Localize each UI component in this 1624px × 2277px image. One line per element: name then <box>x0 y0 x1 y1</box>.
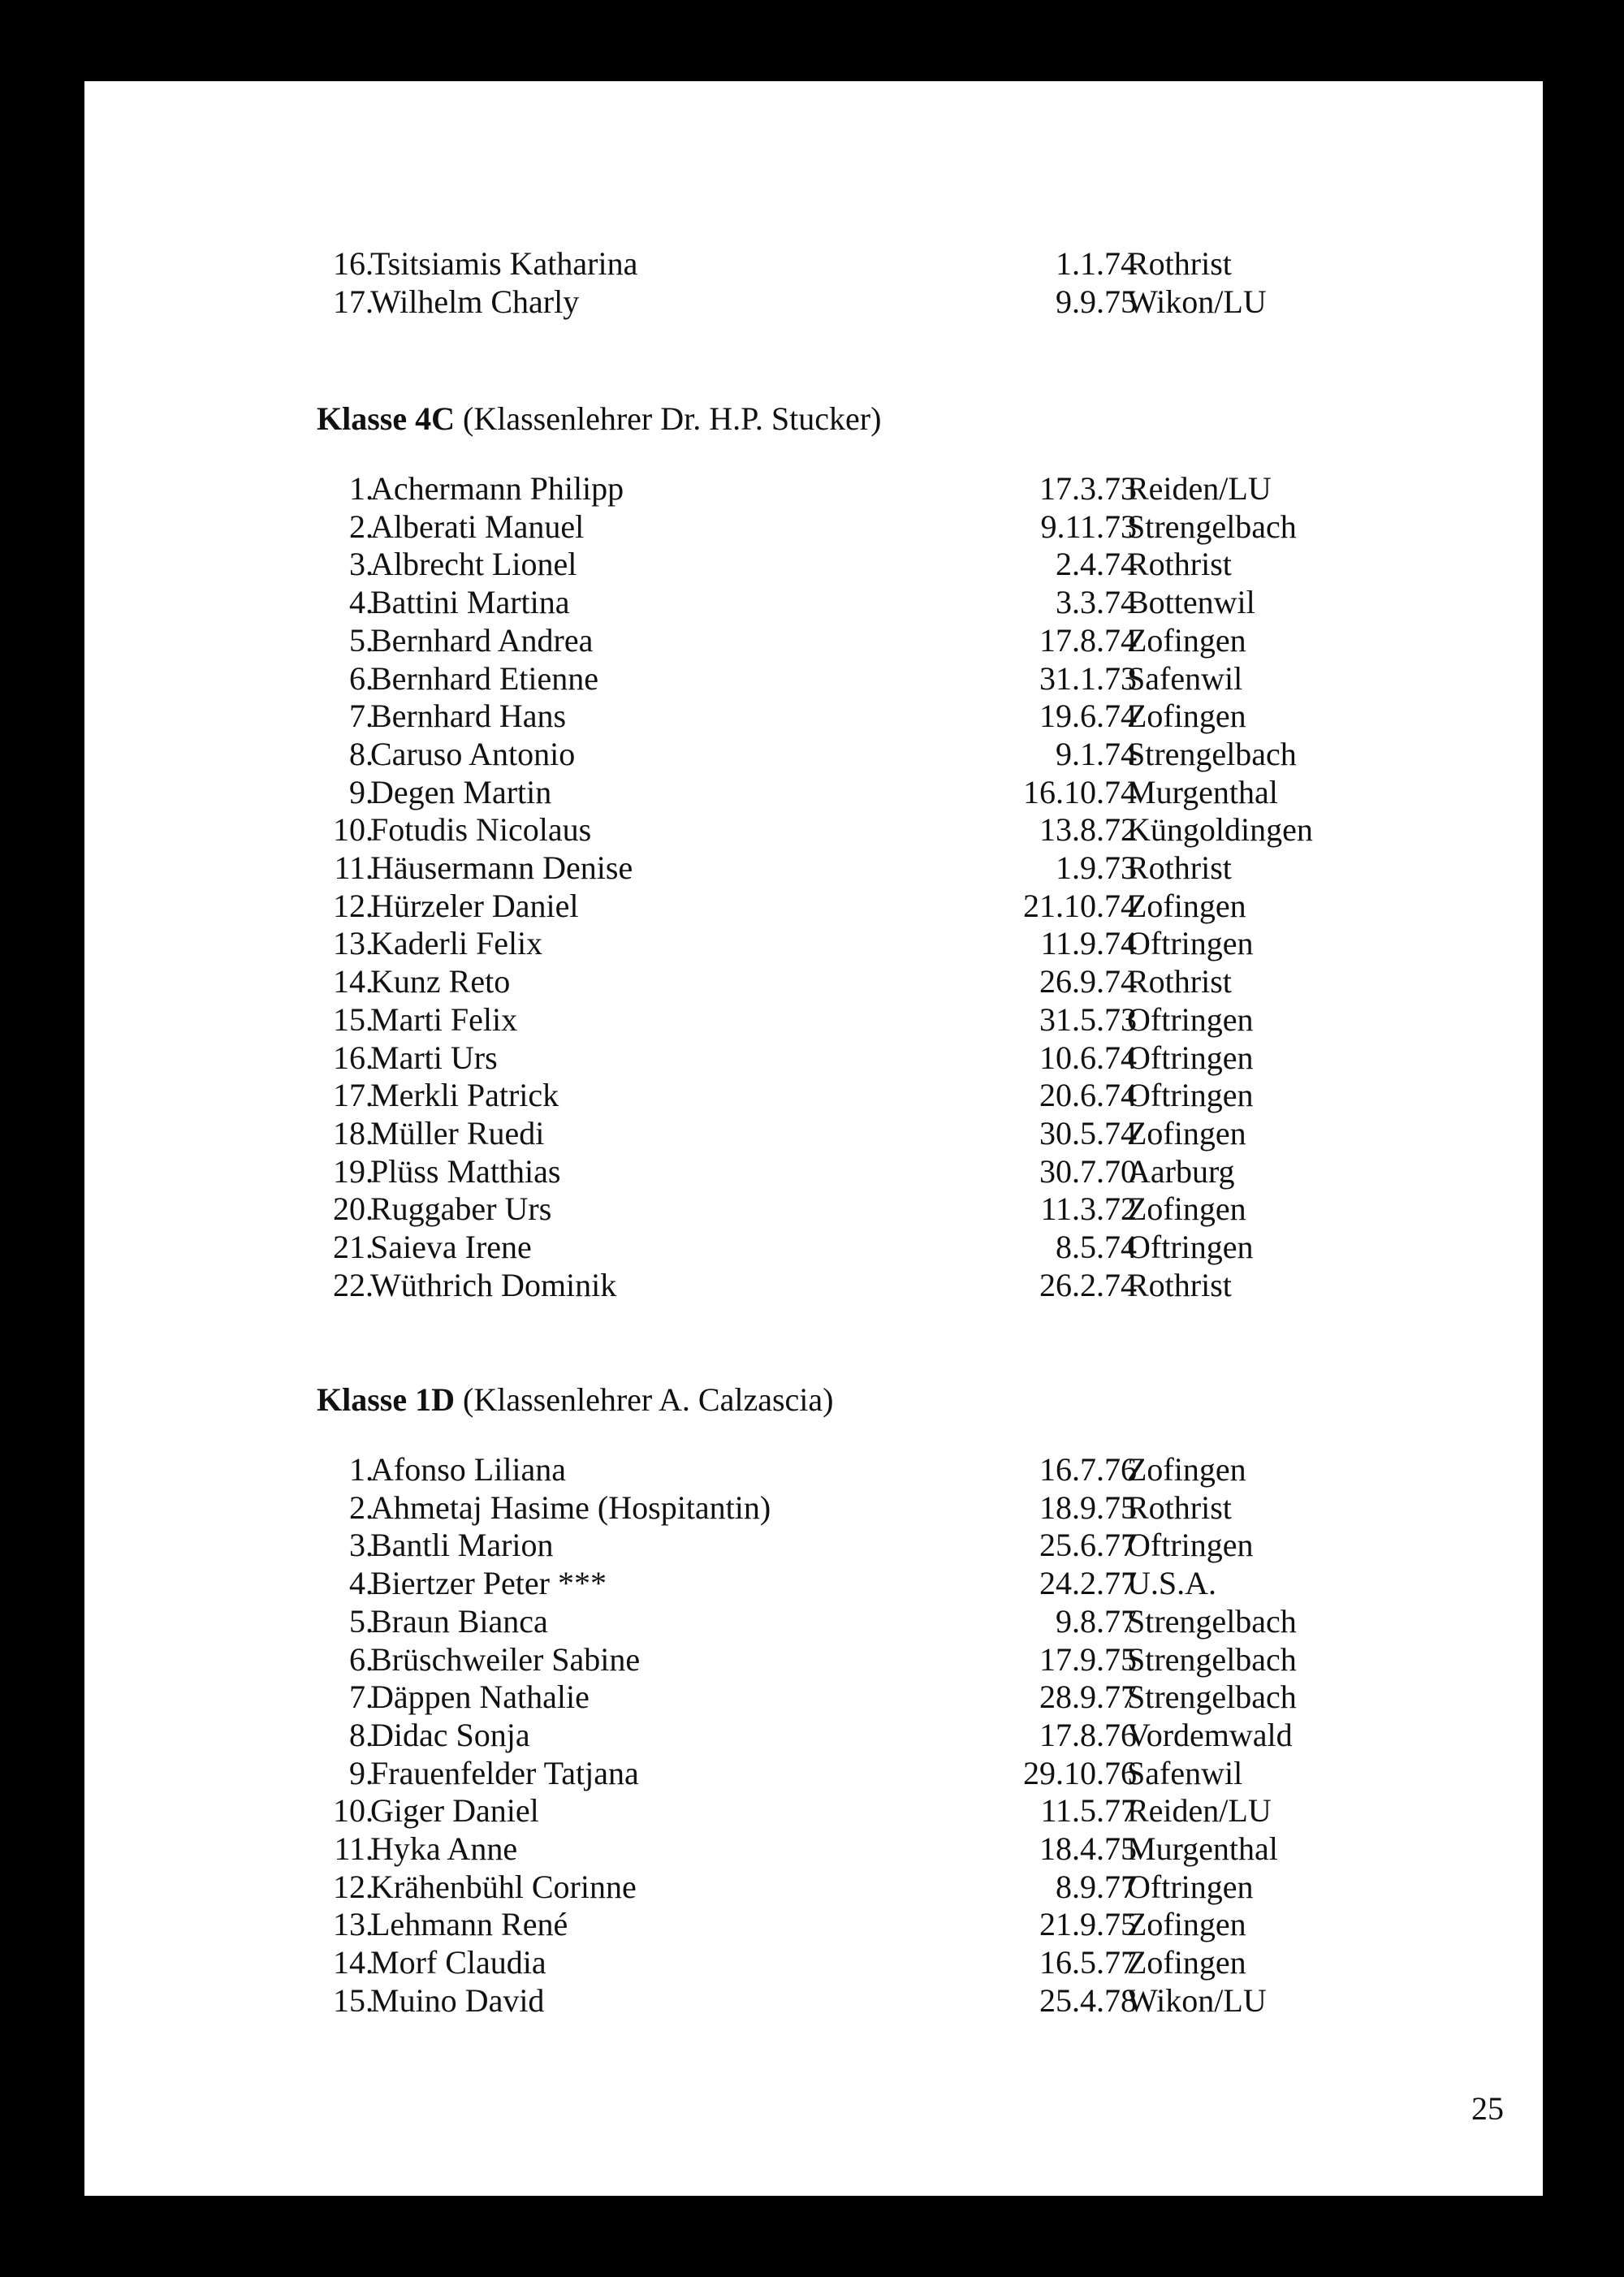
student-name: Didac Sonja <box>370 1716 530 1753</box>
student-place: Zofingen <box>1127 1114 1246 1151</box>
student-number: 18. <box>333 1114 374 1151</box>
student-row <box>84 1229 1543 1266</box>
student-place: Oftringen <box>1127 925 1254 962</box>
student-number: 16. <box>333 1039 374 1076</box>
student-birthdate: 17.8.74 <box>1039 621 1137 659</box>
student-place: Oftringen <box>1127 1000 1254 1038</box>
student-birthdate: 1.9.73 <box>1056 849 1137 886</box>
student-place: Zofingen <box>1127 621 1246 659</box>
student-birthdate: 3.3.74 <box>1056 584 1137 621</box>
student-name: Degen Martin <box>370 773 552 810</box>
student-name: Biertzer Peter *** <box>370 1565 607 1602</box>
student-birthdate: 11.3.72 <box>1040 1190 1137 1228</box>
student-name: Ruggaber Urs <box>370 1190 552 1228</box>
student-name: Plüss Matthias <box>370 1152 561 1190</box>
student-name: Wüthrich Dominik <box>370 1266 617 1303</box>
student-number: 11. <box>334 849 374 886</box>
student-row <box>84 1906 1543 1943</box>
student-row <box>84 774 1543 811</box>
student-row <box>84 1001 1543 1039</box>
student-name: Marti Urs <box>370 1039 498 1076</box>
student-name: Marti Felix <box>370 1000 518 1038</box>
student-place: Wikon/LU <box>1127 283 1267 320</box>
student-number: 8. <box>349 1716 374 1753</box>
student-number: 5. <box>349 1602 374 1640</box>
student-place: Küngoldingen <box>1127 811 1313 849</box>
student-row <box>84 1451 1543 1488</box>
student-birthdate: 10.6.74 <box>1039 1039 1137 1076</box>
student-name: Bantli Marion <box>370 1527 554 1564</box>
student-name: Caruso Antonio <box>370 735 576 772</box>
student-name: Afonso Liliana <box>370 1451 567 1488</box>
student-name: Merkli Patrick <box>370 1077 559 1114</box>
student-place: Aarburg <box>1127 1152 1235 1190</box>
student-row <box>84 736 1543 773</box>
student-row <box>84 811 1543 849</box>
document-page <box>84 81 1543 2196</box>
student-number: 13. <box>333 1906 374 1943</box>
student-row <box>84 1267 1543 1304</box>
student-name: Frauenfelder Tatjana <box>370 1754 639 1791</box>
student-row <box>84 1077 1543 1114</box>
student-name: Däppen Nathalie <box>370 1679 590 1716</box>
student-name: Muino David <box>370 1981 545 2019</box>
student-number: 5. <box>349 621 374 659</box>
student-number: 4. <box>349 584 374 621</box>
student-place: Strengelbach <box>1127 1602 1297 1640</box>
student-birthdate: 8.9.77 <box>1056 1868 1137 1905</box>
student-row <box>84 888 1543 925</box>
student-number: 4. <box>349 1565 374 1602</box>
student-place: Reiden/LU <box>1127 1792 1272 1830</box>
student-birthdate: 17.9.75 <box>1039 1640 1137 1678</box>
student-number: 1. <box>349 470 374 507</box>
student-name: Kunz Reto <box>370 963 511 1000</box>
student-number: 13. <box>333 925 374 962</box>
student-place: Bottenwil <box>1127 584 1255 621</box>
student-name: Lehmann René <box>370 1906 568 1943</box>
student-birthdate: 1.1.74 <box>1056 245 1137 282</box>
student-birthdate: 26.2.74 <box>1039 1266 1137 1303</box>
student-name: Fotudis Nicolaus <box>370 811 592 849</box>
student-birthdate: 30.7.70 <box>1039 1152 1137 1190</box>
student-name: Saieva Irene <box>370 1229 532 1265</box>
student-row <box>84 584 1543 621</box>
student-row <box>84 963 1543 1000</box>
student-birthdate: 29.10.76 <box>1023 1754 1137 1791</box>
student-name: Brüschweiler Sabine <box>370 1640 641 1678</box>
student-row <box>84 1982 1543 2020</box>
student-birthdate: 30.5.74 <box>1039 1114 1137 1151</box>
student-place: Murgenthal <box>1127 773 1278 810</box>
class-4c-heading <box>317 400 881 438</box>
student-birthdate: 31.5.73 <box>1039 1000 1137 1038</box>
student-row <box>84 1603 1543 1640</box>
student-row <box>84 1039 1543 1077</box>
student-name: Bernhard Andrea <box>370 621 594 659</box>
class-label: Klasse 4C <box>317 400 455 437</box>
student-birthdate: 18.4.75 <box>1039 1830 1137 1867</box>
student-number: 9. <box>349 1754 374 1791</box>
student-birthdate: 21.10.74 <box>1023 887 1137 924</box>
student-number: 2. <box>349 1488 374 1526</box>
student-place: Oftringen <box>1127 1229 1254 1265</box>
student-place: Oftringen <box>1127 1039 1254 1076</box>
student-birthdate: 26.9.74 <box>1039 963 1137 1000</box>
student-number: 17. <box>333 1077 374 1114</box>
student-row <box>84 245 1543 283</box>
student-birthdate: 25.6.77 <box>1039 1527 1137 1564</box>
student-number: 6. <box>349 1640 374 1678</box>
class-label: Klasse 1D <box>317 1381 455 1418</box>
student-place: Rothrist <box>1127 1266 1232 1303</box>
student-place: Oftringen <box>1127 1527 1254 1564</box>
student-birthdate: 24.2.77 <box>1039 1565 1137 1602</box>
student-birthdate: 9.1.74 <box>1056 735 1137 772</box>
student-birthdate: 11.9.74 <box>1040 925 1137 962</box>
student-number: 12. <box>333 1868 374 1905</box>
student-birthdate: 28.9.77 <box>1039 1679 1137 1716</box>
student-row <box>84 1869 1543 1906</box>
student-birthdate: 25.4.78 <box>1039 1981 1137 2019</box>
student-place: Zofingen <box>1127 1451 1246 1488</box>
student-place: Oftringen <box>1127 1077 1254 1114</box>
student-name: Morf Claudia <box>370 1944 546 1981</box>
student-number: 14. <box>333 963 374 1000</box>
student-birthdate: 17.3.73 <box>1039 470 1137 507</box>
student-place: U.S.A. <box>1127 1565 1217 1602</box>
student-name: Albrecht Lionel <box>370 546 577 583</box>
student-number: 15. <box>333 1000 374 1038</box>
student-number: 7. <box>349 1679 374 1716</box>
student-place: Rothrist <box>1127 546 1232 583</box>
student-number: 7. <box>349 698 374 735</box>
student-name: Hyka Anne <box>370 1830 518 1867</box>
student-name: Achermann Philipp <box>370 470 624 507</box>
student-place: Zofingen <box>1127 887 1246 924</box>
student-row <box>84 1792 1543 1830</box>
student-birthdate: 9.11.73 <box>1040 508 1137 545</box>
student-row <box>84 849 1543 887</box>
student-number: 19. <box>333 1152 374 1190</box>
student-birthdate: 19.6.74 <box>1039 698 1137 735</box>
student-birthdate: 18.9.75 <box>1039 1488 1137 1526</box>
student-birthdate: 16.10.74 <box>1023 773 1137 810</box>
student-row <box>84 283 1543 321</box>
student-place: Rothrist <box>1127 1488 1232 1526</box>
student-place: Murgenthal <box>1127 1830 1278 1867</box>
student-number: 10. <box>333 1792 374 1830</box>
page-number: 25 <box>1471 2090 1504 2127</box>
student-row <box>84 660 1543 698</box>
student-number: 22. <box>333 1266 374 1303</box>
student-birthdate: 11.5.77 <box>1040 1792 1137 1830</box>
student-row <box>84 508 1543 546</box>
student-place: Safenwil <box>1127 659 1243 697</box>
student-row <box>84 1565 1543 1602</box>
student-name: Krähenbühl Corinne <box>370 1868 637 1905</box>
student-number: 1. <box>349 1451 374 1488</box>
student-number: 9. <box>349 773 374 810</box>
student-place: Vordemwald <box>1127 1716 1293 1753</box>
student-number: 3. <box>349 1527 374 1564</box>
student-number: 20. <box>333 1190 374 1228</box>
student-name: Tsitsiamis Katharina <box>370 245 638 282</box>
student-birthdate: 8.5.74 <box>1056 1229 1137 1265</box>
student-place: Rothrist <box>1127 963 1232 1000</box>
student-name: Bernhard Etienne <box>370 659 598 697</box>
student-name: Kaderli Felix <box>370 925 543 962</box>
student-name: Wilhelm Charly <box>370 283 580 320</box>
student-birthdate: 31.1.73 <box>1039 659 1137 697</box>
student-number: 11. <box>334 1830 374 1867</box>
class-teacher: (Klassenlehrer Dr. H.P. Stucker) <box>463 400 882 437</box>
student-birthdate: 21.9.75 <box>1039 1906 1137 1943</box>
student-row <box>84 1830 1543 1868</box>
student-name: Müller Ruedi <box>370 1114 545 1151</box>
class-1d-heading <box>317 1381 833 1419</box>
student-number: 12. <box>333 887 374 924</box>
student-place: Wikon/LU <box>1127 1981 1267 2019</box>
student-row <box>84 698 1543 735</box>
student-number: 2. <box>349 508 374 545</box>
student-number: 10. <box>333 811 374 849</box>
student-row <box>84 622 1543 659</box>
student-name: Häusermann Denise <box>370 849 633 886</box>
student-row <box>84 1115 1543 1152</box>
student-row <box>84 1717 1543 1754</box>
student-number: 8. <box>349 735 374 772</box>
student-birthdate: 9.9.75 <box>1056 283 1137 320</box>
student-row <box>84 470 1543 508</box>
student-place: Zofingen <box>1127 1190 1246 1228</box>
student-row <box>84 1153 1543 1190</box>
student-birthdate: 16.5.77 <box>1039 1944 1137 1981</box>
student-name: Braun Bianca <box>370 1602 548 1640</box>
student-row <box>84 1190 1543 1228</box>
student-place: Zofingen <box>1127 1944 1246 1981</box>
student-number: 6. <box>349 659 374 697</box>
student-number: 17. <box>333 283 374 320</box>
student-place: Zofingen <box>1127 698 1246 735</box>
student-birthdate: 16.7.76 <box>1039 1451 1137 1488</box>
student-row <box>84 1755 1543 1792</box>
class-teacher: (Klassenlehrer A. Calzascia) <box>463 1381 834 1418</box>
student-place: Rothrist <box>1127 849 1232 886</box>
student-birthdate: 17.8.76 <box>1039 1716 1137 1753</box>
student-birthdate: 13.8.72 <box>1039 811 1137 849</box>
student-name: Battini Martina <box>370 584 570 621</box>
student-place: Zofingen <box>1127 1906 1246 1943</box>
student-row <box>84 925 1543 962</box>
student-name: Hürzeler Daniel <box>370 887 579 924</box>
student-place: Rothrist <box>1127 245 1232 282</box>
student-place: Strengelbach <box>1127 735 1297 772</box>
student-place: Strengelbach <box>1127 1679 1297 1716</box>
student-row <box>84 1489 1543 1527</box>
student-name: Alberati Manuel <box>370 508 585 545</box>
student-place: Oftringen <box>1127 1868 1254 1905</box>
student-row <box>84 1641 1543 1679</box>
student-row <box>84 546 1543 583</box>
student-name: Bernhard Hans <box>370 698 567 735</box>
student-number: 15. <box>333 1981 374 2019</box>
student-number: 16. <box>333 245 374 282</box>
student-number: 3. <box>349 546 374 583</box>
student-place: Reiden/LU <box>1127 470 1272 507</box>
student-number: 21. <box>333 1229 374 1265</box>
student-birthdate: 20.6.74 <box>1039 1077 1137 1114</box>
student-name: Giger Daniel <box>370 1792 539 1830</box>
student-place: Strengelbach <box>1127 508 1297 545</box>
student-row <box>84 1527 1543 1564</box>
student-place: Strengelbach <box>1127 1640 1297 1678</box>
student-row <box>84 1679 1543 1716</box>
student-place: Safenwil <box>1127 1754 1243 1791</box>
student-number: 14. <box>333 1944 374 1981</box>
student-birthdate: 2.4.74 <box>1056 546 1137 583</box>
student-birthdate: 9.8.77 <box>1056 1602 1137 1640</box>
student-row <box>84 1944 1543 1981</box>
student-name: Ahmetaj Hasime (Hospitantin) <box>370 1488 771 1526</box>
